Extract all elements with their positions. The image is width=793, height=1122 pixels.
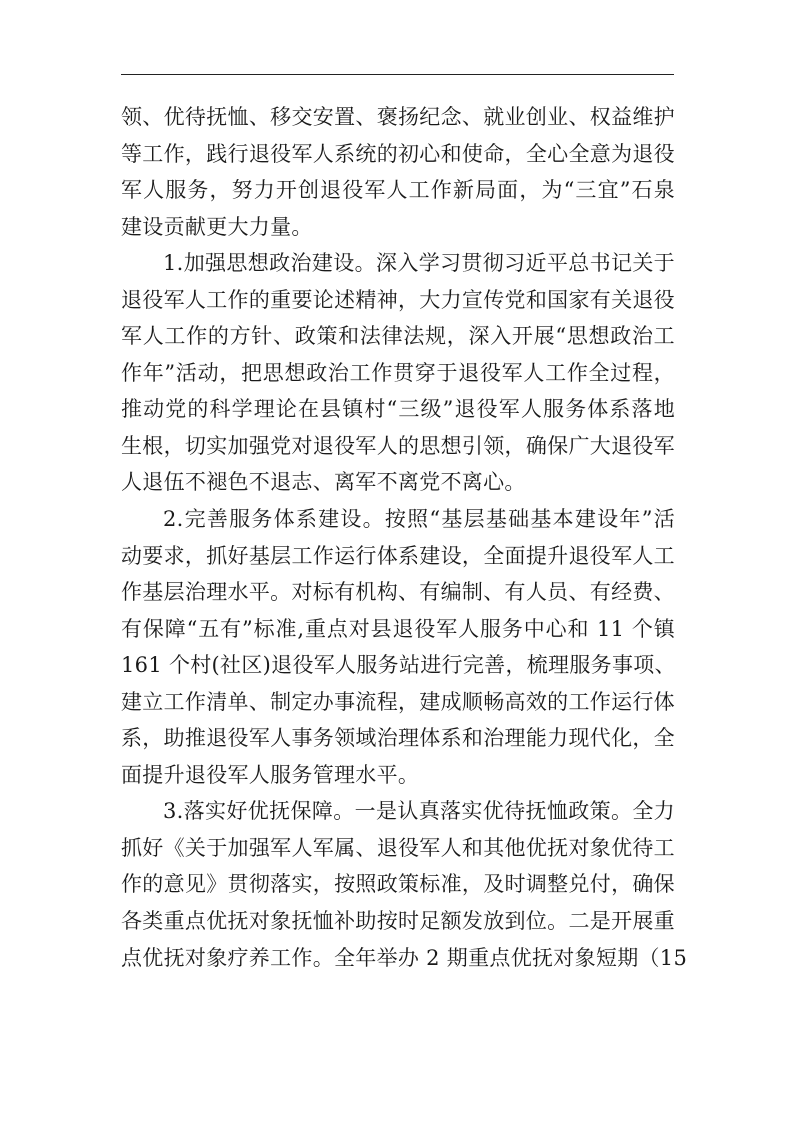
text-line: 作基层治理水平。对标有机构、有编制、有人员、有经费、 bbox=[121, 580, 675, 605]
text-line: 建设贡献更大力量。 bbox=[121, 214, 313, 239]
text-line: 人退伍不褪色不退志、离军不离党不离心。 bbox=[121, 470, 526, 495]
text-line: 161 个村(社区)退役军人服务站进行完善，梳理服务事项、 bbox=[121, 653, 676, 678]
text-line: 领、优待抚恤、移交安置、褒扬纪念、就业创业、权益维护 bbox=[121, 105, 675, 129]
text-line: 点优抚对象疗养工作。全年举办 2 期重点优抚对象短期（15 bbox=[121, 945, 688, 970]
text-line: 有保障“五有”标准,重点对县退役军人服务中心和 11 个镇 bbox=[121, 616, 675, 641]
text-line: 生根，切实加强党对退役军人的思想引领，确保广大退役军 bbox=[121, 433, 675, 458]
text-line: 等工作，践行退役军人系统的初心和使命，全心全意为退役 bbox=[121, 141, 675, 166]
document-body bbox=[121, 99, 688, 976]
section-3-heading-line: 3.落实好优抚保障。一是认真落实优待抚恤政策。全力 bbox=[163, 799, 675, 824]
text-line: 军人工作的方针、政策和法律法规，深入开展“思想政治工 bbox=[121, 324, 675, 349]
text-line: 各类重点优抚对象抚恤补助按时足额发放到位。二是开展重 bbox=[121, 909, 675, 934]
header-rule bbox=[121, 74, 674, 75]
text-line: 作年”活动，把思想政治工作贯穿于退役军人工作全过程， bbox=[121, 360, 675, 385]
text-line: 作的意见》贯彻落实，按照政策标准，及时调整兑付，确保 bbox=[121, 872, 675, 897]
text-line: 抓好《关于加强军人军属、退役军人和其他优抚对象优待工 bbox=[121, 835, 675, 860]
text-line: 建立工作清单、制定办事流程，建成顺畅高效的工作运行体 bbox=[121, 689, 675, 714]
text-line: 系，助推退役军人事务领域治理体系和治理能力现代化，全 bbox=[121, 726, 675, 751]
text-line: 动要求，抓好基层工作运行体系建设，全面提升退役军人工 bbox=[121, 543, 675, 568]
section-1-heading-line: 1.加强思想政治建设。深入学习贯彻习近平总书记关于 bbox=[163, 251, 675, 276]
text-line: 推动党的科学理论在县镇村“三级”退役军人服务体系落地 bbox=[121, 397, 675, 422]
text-line: 面提升退役军人服务管理水平。 bbox=[121, 762, 420, 787]
section-2-heading-line: 2.完善服务体系建设。按照“基层基础基本建设年”活 bbox=[163, 507, 675, 532]
text-line: 军人服务，努力开创退役军人工作新局面，为“三宜”石泉 bbox=[121, 178, 675, 203]
text-line: 退役军人工作的重要论述精神，大力宣传党和国家有关退役 bbox=[121, 287, 675, 312]
